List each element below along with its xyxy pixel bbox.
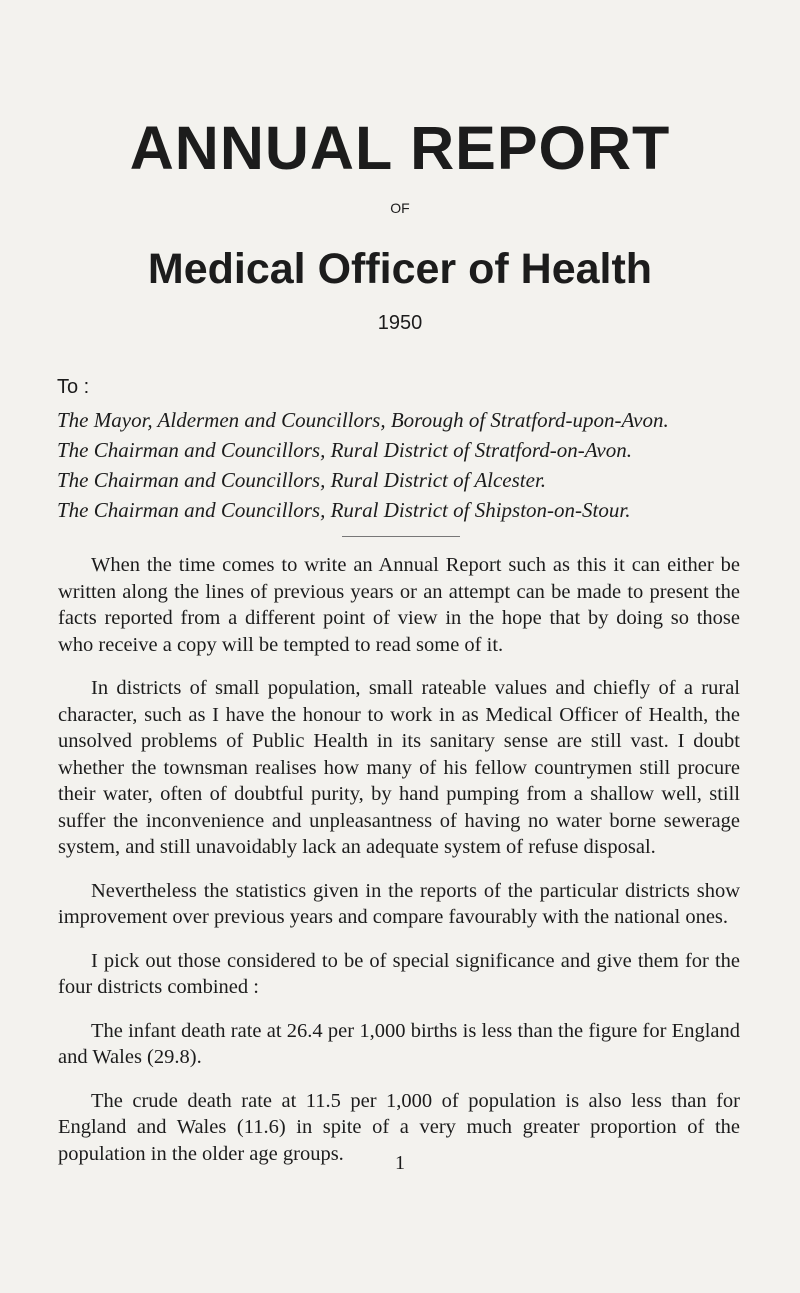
salutation-to: To : [57,376,90,398]
body-paragraph: I pick out those considered to be of special significance and give them for the four districts combined : [58,949,740,998]
body-paragraph: Nevertheless the statistics given in the reports of the particular districts show improvement over previous years and compare favourably with the national ones. [58,879,740,928]
body-paragraph: The crude death rate at 11.5 per 1,000 of population is also less than for England and Wales (11.6) in spite of a very much greater proportion of the population in the older age groups. [58,1089,740,1165]
body-paragraph: The infant death rate at 26.4 per 1,000 births is less than the figure for England and Wales (29.8). [58,1019,740,1068]
report-body [58,552,740,1184]
report-subtitle: Medical Officer of Health [147,245,653,293]
report-year: 1950 [377,312,423,334]
addressee-line: The Chairman and Councillors, Rural District of Alcester. [57,468,547,492]
section-divider [342,536,460,537]
report-title: ANNUAL REPORT [129,114,671,182]
body-paragraph: In districts of small population, small rateable values and chiefly of a rural character, such as I have the honour to work in as Medical Officer of Health, the unsolved problems of Public Health in its sanitary sense are still vast. I doubt whether the townsman realises how many of his fellow countrymen still procure their water, often of doubtful purity, by hand pumping from a shallow well, still suffer the inconvenience and unpleasantness of having no water borne sewerage system, and still unavoidably lack an adequate system of refuse disposal. [58,677,740,858]
title-connector: OF [390,200,410,216]
addressee-line: The Mayor, Aldermen and Councillors, Borough of Stratford-upon-Avon. [57,408,669,432]
page-number: 1 [395,1152,405,1174]
addressee-line: The Chairman and Councillors, Rural District of Shipston-on-Stour. [57,498,631,522]
addressee-line: The Chairman and Councillors, Rural District of Stratford-on-Avon. [57,438,632,462]
body-paragraph: When the time comes to write an Annual Report such as this it can either be written along the lines of previous years or an attempt can be made to present the facts reported from a different point of view in the hope that by doing so those who receive a copy will be tempted to read some of it. [58,554,740,656]
addressee-list [57,405,777,525]
